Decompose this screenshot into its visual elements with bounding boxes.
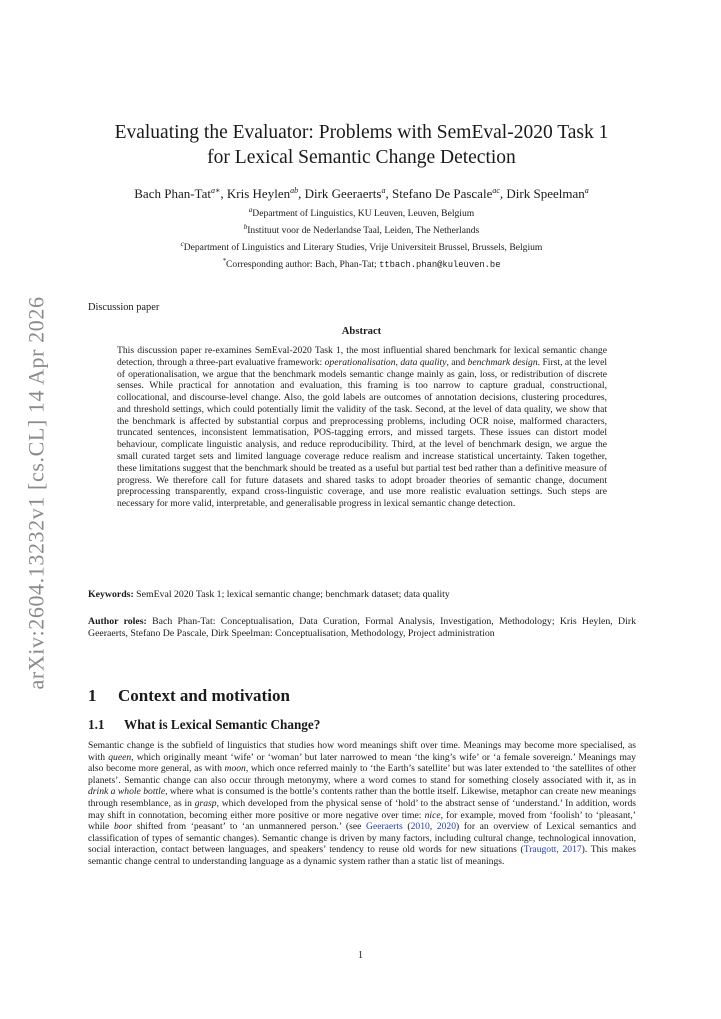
- citation-link[interactable]: Traugott, 2017: [523, 844, 582, 856]
- author-roles-label: Author roles:: [88, 616, 147, 627]
- author-name: Dirk Speelman: [506, 186, 585, 201]
- example-word: drink a whole bottle: [88, 786, 166, 798]
- affiliation-c: [60, 242, 663, 254]
- subsection-heading: [88, 717, 320, 733]
- citation-link[interactable]: 2010: [410, 821, 430, 833]
- body-text: , which once referred mainly to ‘the Earth’s satellite’ but was later extended to ‘the satellites of other planets’. Semantic change can also occur through metonymy, where a word comes to stand for something closely associated with it, as in: [88, 763, 637, 786]
- section-number: 1: [88, 686, 97, 705]
- abstract-text: This discussion paper re-examines SemEval-2020 Task 1, the most influential shared benchmark for lexical semantic change detection, through a three-part evaluative framework:: [117, 345, 607, 368]
- body-text: Semantic change is the subfield of linguistics that studies how word meanings shift over time. Meanings may become more specialised, as with: [88, 740, 636, 763]
- affiliation-text: Instituut voor de Nederlandse Taal, Leiden, The Netherlands: [247, 225, 480, 236]
- title-line-2: for Lexical Semantic Change Detection: [207, 147, 516, 168]
- paper-title: [80, 120, 643, 170]
- affiliation-mark: b: [243, 223, 248, 231]
- affiliation-b: [60, 225, 663, 237]
- author-list: Bach Phan-Tat$^{a∗}$, Kris Heylen$^{ab}$, Dirk Geeraerts$^a$, Stefano De Pascale$^{ac}$, Dirk Speelman$^a$: [134, 186, 589, 201]
- affiliation-text: Department of Linguistics and Literary Studies, Vrije Universiteit Brussel, Brussels, Belgium: [183, 242, 543, 253]
- abstract-heading: Abstract: [341, 326, 382, 337]
- body-text: , for example, moved from ‘foolish’ to ‘pleasant,’ while: [88, 809, 636, 833]
- author-affiliation-mark: a: [584, 186, 589, 195]
- citation-link[interactable]: 2020: [436, 821, 456, 833]
- body-paragraph: [88, 740, 636, 868]
- affiliation-text: Department of Linguistics, KU Leuven, Leuven, Belgium: [252, 208, 475, 219]
- author-affiliation-mark: a: [381, 186, 386, 195]
- author-affiliation-mark: ab: [290, 186, 299, 195]
- keywords-line: [88, 589, 636, 601]
- example-word: nice: [424, 809, 441, 821]
- abstract-text: , and: [446, 356, 468, 368]
- example-word: grasp: [194, 797, 217, 809]
- author-affiliation-mark: a∗: [210, 186, 221, 195]
- author-name: Bach Phan-Tat: [134, 186, 211, 201]
- document-type: Discussion paper: [88, 302, 160, 313]
- affiliation-a: [60, 208, 663, 220]
- body-text: ,: [429, 821, 437, 833]
- body-text: , which originally meant ‘wife’ or ‘woman’ but later narrowed to mean ‘the king’s wife’ or ‘a female sovereign.’ Meanings may also become more general, as with: [88, 751, 636, 775]
- affiliation-mark: a: [248, 206, 253, 214]
- author-affiliation-mark: ac: [492, 186, 500, 195]
- example-word: queen: [108, 751, 132, 763]
- example-word: moon: [224, 763, 246, 775]
- keywords-text: SemEval 2020 Task 1; lexical semantic change; benchmark dataset; data quality: [136, 589, 450, 600]
- abstract-text: ,: [395, 356, 401, 368]
- abstract-body: [117, 345, 607, 510]
- abstract-emphasis: operationalisation: [324, 356, 396, 368]
- corresponding-text: Corresponding author: Bach, Phan-Tat;: [226, 259, 377, 270]
- body-text: ) for an overview of Lexical semantics and classification of types of semantic changes). Semantic change is driven by many factors, including cultural change, technological innovation, social interaction, contact between languages, and speakers’ tendency to reuse old words for new situations (: [88, 821, 636, 856]
- corresponding-mark: *: [222, 257, 226, 265]
- page-number: 1: [358, 950, 363, 961]
- title-line-1: Evaluating the Evaluator: Problems with SemEval-2020 Task 1: [114, 122, 609, 143]
- keywords-label: Keywords:: [88, 589, 134, 600]
- example-word: boor: [113, 821, 133, 833]
- author-name: Dirk Geeraerts: [304, 186, 382, 201]
- arxiv-identifier-stamp: [20, 296, 54, 690]
- body-text: , which developed from the physical sense of ‘hold’ to the abstract sense of ‘understand.’ In addition, words may shift in connotation, becoming either more positive or more negative over time:: [88, 797, 636, 821]
- body-text: shifted from ‘peasant’ to ‘an unmannered person.’ (see: [132, 821, 367, 833]
- subsection-title: What is Lexical Semantic Change?: [124, 717, 321, 732]
- body-text: ). This makes semantic change central to understanding language as a dynamic system rather than a static list of meanings.: [88, 844, 636, 867]
- body-text: , where what is consumed is the bottle’s contents rather than the bottle itself. Likewise, metaphor can create new meanings through resemblance, as in: [88, 786, 636, 809]
- corresponding-author: [60, 259, 663, 271]
- section-title: Context and motivation: [118, 686, 290, 705]
- section-heading: [88, 686, 290, 706]
- citation-link[interactable]: Geeraerts: [366, 821, 403, 833]
- affiliation-mark: c: [180, 240, 184, 248]
- abstract-emphasis: data quality: [400, 356, 447, 368]
- arxiv-identifier-text: arXiv:2604.13232v1 [cs.CL] 14 Apr 2026: [24, 296, 49, 690]
- abstract-text: . First, at the level of operationalisation, we argue that the benchmark models semantic change mainly as gain, loss, or redistribution of discrete senses. While practical for annotation and evaluation, this framing is too narrow to capture gradual, constructional, collocational, and discourse-level change. Also, the gold labels are outcomes of annotation decisions, clustering procedures, and threshold settings, which could potentially limit the validity of the task. Second, at the level of data quality, we show that the benchmark is affected by substantial corpus and preprocessing problems, including OCR noise, malformed characters, truncated sentences, inconsistent lemmatisation, POS-tagging errors, and missed targets. These issues can distort model behaviour, complicate linguistic analysis, and reduce reproducibility. Third, at the level of benchmark design, we argue the small curated target sets and limited language coverage reduce realism and increase statistical uncertainty. Taken together, these limitations suggest that the benchmark should be treated as a useful but partial test bed rather than a definitive measure of progress. We therefore call for future datasets and shared tasks to adopt broader theories of semantic change, document preprocessing transparently, expand cross-linguistic coverage, and use more realistic evaluation settings. Such steps are necessary for more valid, interpretable, and generalisable progress in lexical semantic change detection.: [117, 356, 608, 510]
- author-roles-text: Bach Phan-Tat: Conceptualisation, Data Curation, Formal Analysis, Investigation, Methodology; Kris Heylen, Dirk Geeraerts, Stefano De Pascale, Dirk Speelman: Conceptualisation, Methodology, Project administration: [88, 616, 636, 639]
- subsection-number: 1.1: [88, 717, 105, 732]
- author-name: Kris Heylen: [226, 186, 291, 201]
- abstract-emphasis: benchmark design: [467, 356, 538, 368]
- corresponding-email[interactable]: ttbach.phan@kuleuven.be: [379, 260, 501, 270]
- author-roles: [88, 616, 636, 640]
- author-name: Stefano De Pascale: [391, 186, 493, 201]
- body-text: (: [402, 821, 411, 833]
